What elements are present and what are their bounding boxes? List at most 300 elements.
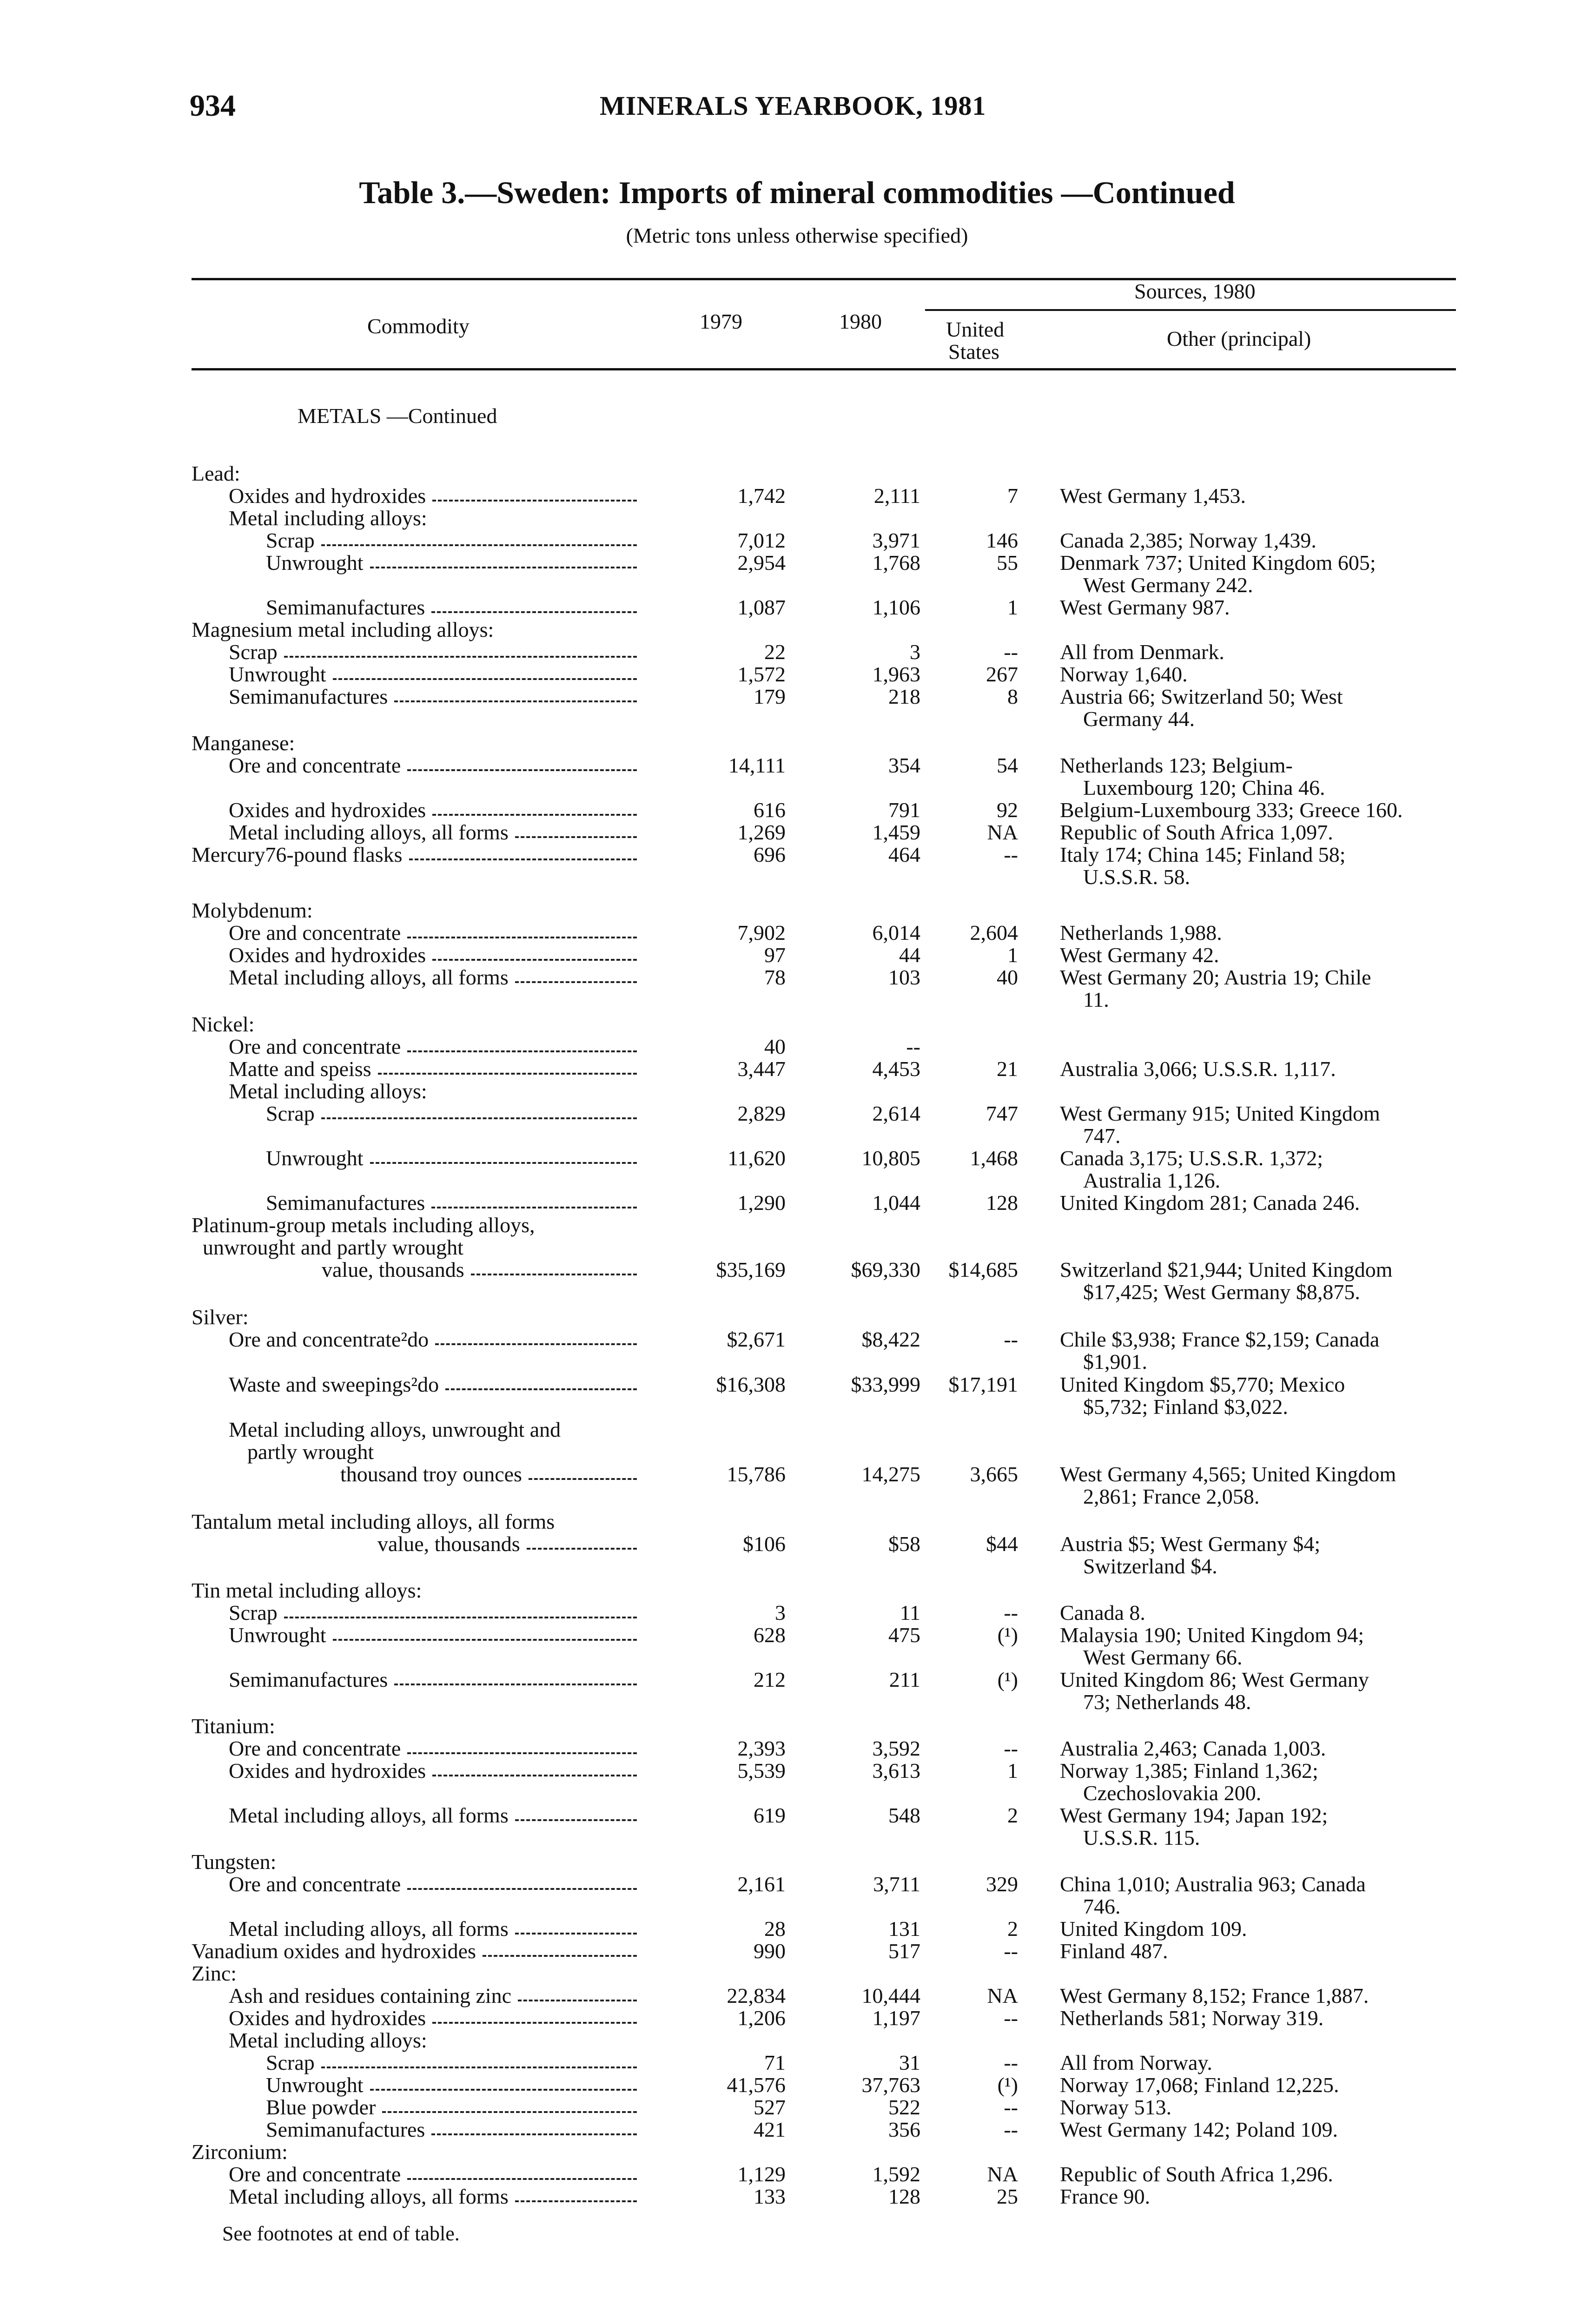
value-1980: 4,453 (872, 1057, 920, 1081)
other-sources: Canada 8. (1060, 1601, 1145, 1624)
col-1979: 1979 (700, 310, 742, 333)
commodity-text: Metal including alloys, all forms (229, 1917, 509, 1941)
value-united-states: -- (1004, 1736, 1018, 1760)
value-1980: 1,459 (872, 820, 920, 844)
value-1979: $35,169 (716, 1258, 786, 1281)
value-1979: 78 (764, 965, 786, 989)
value-united-states: 2 (1007, 1917, 1018, 1941)
commodity-label (229, 485, 426, 507)
value-1980: 3 (910, 640, 920, 664)
value-1979: 28 (764, 1917, 786, 1941)
commodity-text: Semimanufactures (266, 595, 425, 619)
other-sources: U.S.S.R. 115. (1083, 1826, 1200, 1849)
commodity-label (266, 2119, 425, 2141)
value-1980: 464 (888, 843, 920, 866)
other-sources: $5,732; Finland $3,022. (1083, 1395, 1288, 1419)
value-united-states: 747 (986, 1102, 1018, 1125)
commodity-label (229, 1602, 278, 1624)
commodity-label (266, 2052, 315, 2074)
commodity-text: Oxides and hydroxides (229, 943, 426, 967)
commodity-label (229, 686, 388, 708)
commodity-label (229, 2029, 427, 2052)
commodity-label (229, 966, 509, 989)
commodity-label (229, 1373, 439, 1396)
value-1979: 11,620 (728, 1146, 786, 1170)
other-sources: West Germany 915; United Kingdom (1060, 1102, 1380, 1125)
commodity-text: Nickel: (192, 1012, 255, 1036)
commodity-text: Ore and concentrate (229, 1736, 401, 1760)
commodity-label (340, 1463, 522, 1486)
commodity-label (229, 1419, 561, 1441)
value-1980: 6,014 (872, 921, 920, 944)
commodity-text: Oxides and hydroxides (229, 2006, 426, 2030)
commodity-text: Molybdenum: (192, 898, 313, 922)
value-1980: -- (906, 1035, 920, 1058)
value-1979: 1,290 (737, 1191, 786, 1215)
commodity-label (229, 663, 326, 686)
commodity-label (192, 1715, 275, 1737)
dot-leader (407, 1050, 637, 1052)
value-1980: 11 (900, 1601, 920, 1624)
other-sources: Germany 44. (1083, 707, 1195, 731)
value-united-states: NA (987, 820, 1018, 844)
commodity-text: Ore and concentrate (229, 753, 401, 777)
dot-leader (435, 1343, 637, 1345)
commodity-text: thousand troy ounces (340, 1462, 522, 1486)
value-1980: $8,422 (861, 1327, 920, 1351)
value-1979: 3 (775, 1601, 786, 1624)
commodity-text: Unwrought (266, 1146, 364, 1170)
commodity-label (192, 1579, 422, 1602)
value-1979: 41,576 (727, 2073, 786, 2097)
commodity-label (229, 1624, 326, 1646)
other-sources: Chile $3,938; France $2,159; Canada (1060, 1327, 1380, 1351)
other-sources: Republic of South Africa 1,097. (1060, 820, 1333, 844)
value-1980: 517 (888, 1939, 920, 1963)
value-united-states: 7 (1007, 484, 1018, 508)
other-sources: United Kingdom 86; West Germany (1060, 1668, 1369, 1691)
value-1980: 354 (888, 753, 920, 777)
commodity-text: Oxides and hydroxides (229, 798, 426, 822)
commodity-text: Blue powder (266, 2095, 376, 2119)
commodity-text: Scrap (229, 1601, 278, 1624)
commodity-label (192, 1013, 254, 1036)
dot-leader (431, 611, 637, 613)
commodity-label (229, 1080, 427, 1103)
commodity-text: Scrap (266, 528, 315, 552)
col-commodity: Commodity (367, 314, 470, 338)
commodity-label (229, 1918, 509, 1940)
value-1979: 2,161 (737, 1872, 786, 1896)
top-rule (192, 278, 1456, 280)
table-title: Table 3.—Sweden: Imports of mineral commodities —Continued (359, 175, 1235, 210)
value-1979: 2,954 (737, 551, 786, 574)
commodity-label (203, 1236, 463, 1259)
commodity-text: value, thousands (377, 1532, 520, 1556)
commodity-label (229, 1760, 426, 1782)
value-1979: 1,206 (737, 2006, 786, 2030)
value-united-states: 128 (986, 1191, 1018, 1215)
dot-leader (431, 1207, 637, 1208)
commodity-label (266, 2096, 376, 2119)
other-sources: Republic of South Africa 1,296. (1060, 2162, 1333, 2186)
value-united-states: 54 (997, 753, 1018, 777)
unit-text: do (407, 1327, 429, 1351)
value-1980: 31 (899, 2051, 920, 2074)
other-sources: West Germany 8,152; France 1,887. (1060, 1984, 1369, 2007)
value-1979: 133 (754, 2185, 786, 2208)
value-united-states: (¹) (997, 1668, 1018, 1691)
value-1980: 14,275 (861, 1462, 920, 1486)
other-sources: Austria $5; West Germany $4; (1060, 1532, 1321, 1556)
value-united-states: -- (1004, 2118, 1018, 2141)
value-united-states: -- (1004, 2006, 1018, 2030)
other-sources: Netherlands 123; Belgium- (1060, 753, 1293, 777)
commodity-label (192, 1851, 276, 1873)
commodity-label (229, 1036, 401, 1058)
value-united-states: 21 (997, 1057, 1018, 1081)
value-1979: 1,742 (737, 484, 786, 508)
commodity-text: unwrought and partly wrought (203, 1235, 463, 1259)
commodity-label (377, 1533, 520, 1555)
dot-leader (432, 1775, 637, 1776)
col-other: Other (principal) (1167, 327, 1311, 350)
commodity-text: Zinc: (192, 1961, 237, 1985)
commodity-text: Zirconium: (192, 2140, 288, 2164)
dot-leader (370, 1162, 637, 1164)
value-1979: 71 (764, 2051, 786, 2074)
commodity-text: Scrap (266, 1102, 315, 1125)
value-united-states: 1,468 (970, 1146, 1018, 1170)
commodity-text: Ore and concentrate (229, 921, 401, 944)
other-sources: West Germany 142; Poland 109. (1060, 2118, 1338, 2141)
value-1979: 7,012 (737, 528, 786, 552)
other-sources: Switzerland $4. (1083, 1554, 1217, 1578)
running-head: MINERALS YEARBOOK, 1981 (600, 91, 986, 121)
value-1980: $69,330 (851, 1258, 920, 1281)
dot-leader (409, 858, 637, 860)
other-sources: Denmark 737; United Kingdom 605; (1060, 551, 1376, 574)
dot-leader (333, 1639, 637, 1641)
value-1979: 5,539 (737, 1759, 786, 1783)
commodity-label (229, 641, 278, 663)
other-sources: Netherlands 1,988. (1060, 921, 1222, 944)
dot-leader (518, 2000, 637, 2001)
commodity-label (229, 2007, 426, 2029)
other-sources: U.S.S.R. 58. (1083, 865, 1191, 889)
other-sources: Norway 513. (1060, 2095, 1172, 2119)
commodity-text: Tantalum metal including alloys, all forms (192, 1510, 555, 1533)
header-bottom-rule (192, 368, 1456, 370)
table-subtitle: (Metric tons unless otherwise specified) (626, 224, 968, 247)
value-united-states: 2 (1007, 1803, 1018, 1827)
other-sources: 2,861; France 2,058. (1083, 1485, 1260, 1508)
value-1979: 22 (764, 640, 786, 664)
value-1980: 131 (888, 1917, 920, 1941)
value-1980: 2,614 (872, 1102, 920, 1125)
value-1980: 128 (888, 2185, 920, 2208)
commodity-label (192, 732, 295, 754)
commodity-label (266, 552, 364, 574)
value-united-states: -- (1004, 843, 1018, 866)
value-united-states: -- (1004, 640, 1018, 664)
value-united-states: 267 (986, 662, 1018, 686)
commodity-label (192, 1511, 555, 1533)
value-united-states: 40 (997, 965, 1018, 989)
commodity-text: Scrap (229, 640, 278, 664)
value-1979: $2,671 (727, 1327, 786, 1351)
dot-leader (527, 1548, 637, 1550)
value-united-states: (¹) (997, 2073, 1018, 2097)
commodity-text: Ore and concentrate (229, 1872, 401, 1896)
value-1980: 791 (888, 798, 920, 822)
other-sources: United Kingdom 109. (1060, 1917, 1247, 1941)
dot-leader (321, 1117, 637, 1119)
dot-leader (333, 678, 637, 680)
dot-leader (432, 500, 637, 502)
other-sources: West Germany 194; Japan 192; (1060, 1803, 1328, 1827)
commodity-label (229, 1328, 429, 1351)
commodity-label (266, 2074, 364, 2096)
value-united-states: 92 (997, 798, 1018, 822)
other-sources: Belgium-Luxembourg 333; Greece 160. (1060, 798, 1403, 822)
dot-leader (284, 1617, 637, 1618)
other-sources: West Germany 1,453. (1060, 484, 1246, 508)
value-1980: 548 (888, 1803, 920, 1827)
value-1980: 211 (889, 1668, 920, 1691)
value-united-states: (¹) (997, 1623, 1018, 1647)
page-number: 934 (190, 89, 236, 123)
value-1980: 10,444 (861, 1984, 920, 2007)
value-1980: 218 (888, 685, 920, 708)
dot-leader (378, 1073, 637, 1075)
commodity-label (229, 1804, 509, 1827)
section-heading: METALS —Continued (298, 404, 497, 428)
value-united-states: $14,685 (948, 1258, 1018, 1281)
dot-leader (515, 1819, 637, 1821)
commodity-text: Unwrought (229, 662, 326, 686)
other-sources: Norway 1,385; Finland 1,362; (1060, 1759, 1318, 1783)
other-sources: United Kingdom 281; Canada 246. (1060, 1191, 1360, 1215)
commodity-text: Semimanufactures (266, 1191, 425, 1215)
other-sources: 746. (1083, 1895, 1121, 1918)
commodity-text: Oxides and hydroxides (229, 1759, 426, 1783)
value-1980: $33,999 (851, 1373, 920, 1396)
commodity-label (229, 1985, 511, 2007)
value-united-states: 146 (986, 528, 1018, 552)
other-sources: West Germany 20; Austria 19; Chile (1060, 965, 1371, 989)
commodity-text: Ore and concentrate (229, 1035, 401, 1058)
dot-leader (431, 2133, 637, 2135)
commodity-text: Matte and speiss (229, 1057, 371, 1081)
value-1980: 103 (888, 965, 920, 989)
other-sources: Canada 3,175; U.S.S.R. 1,372; (1060, 1146, 1323, 1170)
value-1980: 44 (899, 943, 920, 967)
value-1980: 3,613 (872, 1759, 920, 1783)
commodity-text: value, thousands (322, 1258, 464, 1281)
value-united-states: 55 (997, 551, 1018, 574)
value-1980: 3,711 (873, 1872, 920, 1896)
value-united-states: -- (1004, 1601, 1018, 1624)
value-1980: 1,963 (872, 662, 920, 686)
commodity-text: Silver: (192, 1305, 249, 1329)
other-sources: France 90. (1060, 2185, 1151, 2208)
sources-rule (925, 309, 1456, 311)
commodity-text: Unwrought (266, 551, 364, 574)
dot-leader (370, 567, 637, 568)
other-sources: United Kingdom $5,770; Mexico (1060, 1373, 1345, 1396)
commodity-text: Scrap (266, 2051, 315, 2074)
col-sources: Sources, 1980 (1134, 279, 1256, 303)
other-sources: Austria 66; Switzerland 50; West (1060, 685, 1343, 708)
commodity-label (229, 1058, 371, 1080)
commodity-text: Metal including alloys, all forms (229, 1803, 509, 1827)
value-1979: 628 (754, 1623, 786, 1647)
other-sources: All from Denmark. (1060, 640, 1224, 664)
dot-leader (407, 2178, 637, 2180)
commodity-text: Titanium: (192, 1714, 275, 1738)
commodity-text: Ore and concentrate² (229, 1327, 408, 1351)
dot-leader (515, 836, 637, 838)
dot-leader (471, 1274, 637, 1275)
commodity-label (229, 1737, 401, 1760)
value-1979: 22,834 (727, 1984, 786, 2007)
other-sources: Netherlands 581; Norway 319. (1060, 2006, 1324, 2030)
dot-leader (394, 1684, 637, 1685)
commodity-label (229, 944, 426, 966)
commodity-text: Mercury (192, 843, 265, 866)
other-sources: $1,901. (1083, 1350, 1147, 1373)
value-united-states: 1 (1007, 595, 1018, 619)
dot-leader (483, 1955, 637, 1957)
value-1979: 1,087 (737, 595, 786, 619)
value-1979: $106 (743, 1532, 786, 1556)
commodity-label (192, 619, 494, 641)
value-1979: 15,786 (727, 1462, 786, 1486)
commodity-text: Waste and sweepings² (229, 1373, 418, 1396)
other-sources: Norway 1,640. (1060, 662, 1188, 686)
value-united-states: 25 (997, 2185, 1018, 2208)
unit-text: 76-pound flasks (265, 843, 403, 866)
other-sources: $17,425; West Germany $8,875. (1083, 1280, 1360, 1304)
dot-leader (370, 2089, 637, 2091)
commodity-label (266, 529, 315, 552)
commodity-text: Lead: (192, 462, 240, 485)
commodity-text: Metal including alloys, all forms (229, 2185, 509, 2208)
commodity-text: Semimanufactures (266, 2118, 425, 2141)
other-sources: West Germany 66. (1083, 1645, 1243, 1669)
value-1979: 2,829 (737, 1102, 786, 1125)
commodity-label (322, 1259, 464, 1281)
value-1980: 10,805 (861, 1146, 920, 1170)
commodity-label (229, 821, 509, 844)
commodity-label (229, 2185, 509, 2208)
commodity-label (192, 844, 403, 866)
value-1979: 1,269 (737, 820, 786, 844)
dot-leader (515, 1933, 637, 1934)
commodity-label (229, 1873, 401, 1895)
value-1980: 522 (888, 2095, 920, 2119)
value-united-states: NA (987, 2162, 1018, 2186)
value-1979: 40 (764, 1035, 786, 1058)
other-sources: Canada 2,385; Norway 1,439. (1060, 528, 1316, 552)
dot-leader (407, 769, 637, 771)
value-united-states: -- (1004, 2095, 1018, 2119)
value-1979: 527 (754, 2095, 786, 2119)
value-united-states: 329 (986, 1872, 1018, 1896)
commodity-text: Metal including alloys: (229, 2028, 427, 2052)
value-united-states: -- (1004, 1327, 1018, 1351)
value-1980: 2,111 (873, 484, 920, 508)
value-1980: 475 (888, 1623, 920, 1647)
commodity-text: Metal including alloys, all forms (229, 820, 509, 844)
commodity-label (192, 1214, 535, 1236)
dot-leader (445, 1388, 637, 1390)
other-sources: West Germany 4,565; United Kingdom (1060, 1462, 1396, 1486)
dot-leader (432, 2022, 637, 2024)
value-1979: 990 (754, 1939, 786, 1963)
commodity-text: Metal including alloys, unwrought and (229, 1418, 561, 1441)
other-sources: Italy 174; China 145; Finland 58; (1060, 843, 1346, 866)
commodity-label (229, 507, 427, 529)
other-sources: Luxembourg 120; China 46. (1083, 776, 1325, 799)
commodity-label (229, 2163, 401, 2185)
unit-text: do (417, 1373, 439, 1396)
dot-leader (407, 1888, 637, 1890)
commodity-label (229, 754, 401, 777)
value-united-states: $44 (986, 1532, 1018, 1556)
commodity-label (229, 922, 401, 944)
other-sources: Malaysia 190; United Kingdom 94; (1060, 1623, 1364, 1647)
value-united-states: 1 (1007, 943, 1018, 967)
value-1979: 97 (764, 943, 786, 967)
commodity-label (192, 462, 240, 485)
dot-leader (432, 814, 637, 816)
value-united-states: -- (1004, 1939, 1018, 1963)
commodity-text: Ore and concentrate (229, 2162, 401, 2186)
commodity-text: Tin metal including alloys: (192, 1578, 422, 1602)
dot-leader (432, 959, 637, 961)
dot-leader (394, 700, 637, 702)
commodity-label (266, 596, 425, 619)
other-sources: Finland 487. (1060, 1939, 1168, 1963)
commodity-text: Oxides and hydroxides (229, 484, 426, 508)
value-1979: 2,393 (737, 1736, 786, 1760)
commodity-label (229, 799, 426, 821)
dot-leader (284, 656, 637, 658)
other-sources: 73; Netherlands 48. (1083, 1690, 1251, 1714)
commodity-text: Metal including alloys, all forms (229, 965, 509, 989)
value-1979: 696 (754, 843, 786, 866)
dot-leader (321, 544, 637, 546)
commodity-label (247, 1441, 374, 1463)
other-sources: West Germany 987. (1060, 595, 1230, 619)
other-sources: Norway 17,068; Finland 12,225. (1060, 2073, 1339, 2097)
commodity-label (192, 2141, 288, 2163)
commodity-text: Metal including alloys: (229, 1079, 427, 1103)
col-1980: 1980 (839, 310, 882, 333)
other-sources: 11. (1083, 988, 1109, 1011)
value-united-states: 3,665 (970, 1462, 1018, 1486)
commodity-label (266, 1192, 425, 1214)
value-1979: 14,111 (728, 753, 786, 777)
commodity-text: Magnesium metal including alloys: (192, 618, 494, 641)
value-1979: 1,572 (737, 662, 786, 686)
commodity-text: Manganese: (192, 731, 295, 755)
value-1980: 37,763 (861, 2073, 920, 2097)
dot-leader (321, 2067, 637, 2068)
commodity-label (266, 1147, 364, 1169)
